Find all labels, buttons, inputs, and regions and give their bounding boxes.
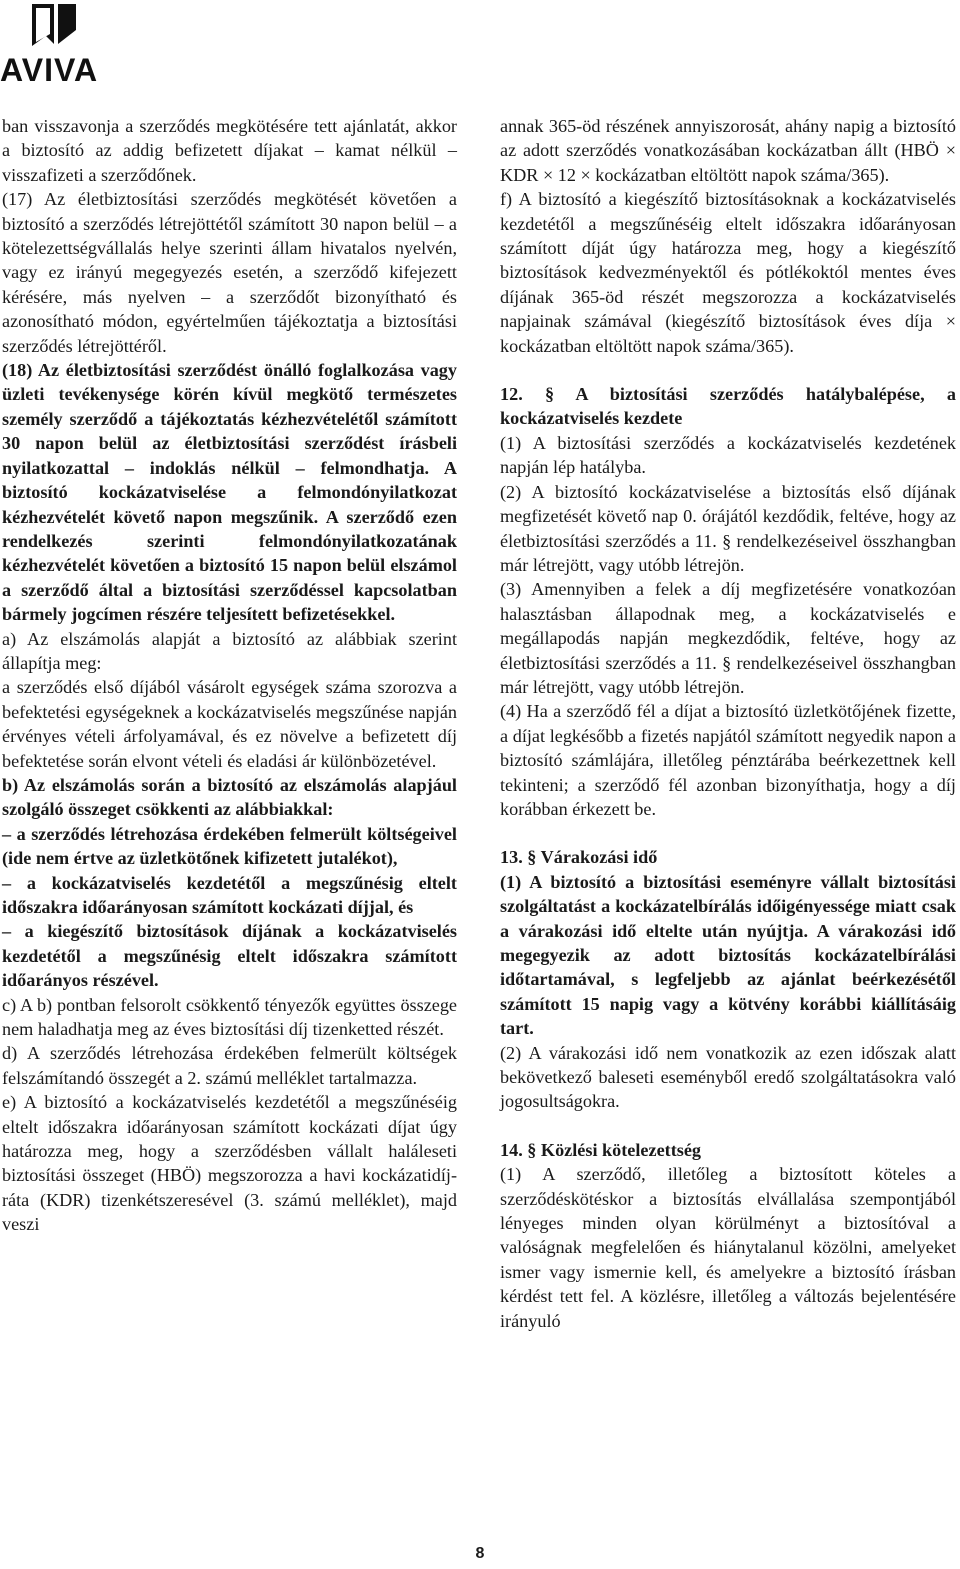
section-heading: 14. § Közlési kötelezettség: [500, 1139, 702, 1160]
section-heading: 13. § Várakozási idő: [500, 847, 658, 868]
paragraph-bold: (18) Az életbiztosítási szerződést önálló foglalkozása vagy üzleti tevékenysége körén kívül megkötő természetes személy szerződő a tájékoztatás kézhezvételétől számított 30 napon belül az életbiztosítási szerződést írásbeli nyilatkozattal – indoklás nélkül – felmondhatja. A biztosító kockázatviselése a felmondónyilatkozat kézhezvételét követő napon megszűnik. A szerződő ezen rendelkezés szerinti felmondónyilatkozatának kézhezvételét követően a biztosító 15 napon belül elszámol a szerződő által a biztosítási szerződéssel kapcsolatban bármely jogcímen részére teljesített befizetésekkel.: [2, 360, 457, 625]
section-heading: 12. § A biztosítási szerződés hatálybalépése, a kockázatviselés kezdete: [500, 384, 956, 429]
paragraph: a szerződés első díjából vásárolt egységek száma szorozva a befektetési egységeknek a kockázatviselés megszűnése napján érvényes vételi árfolyamával, és ez növelve a befizetett díj befektetése során elvont vételi és eladási ár különbözetével.: [2, 677, 457, 771]
paragraph: f) A biztosító a kiegészítő biztosításoknak a kockázatviselés kezdetétől a megszűnéséig eltelt időszakra időarányosan számított díját úgy határozza meg, hogy a kiegészítő biztosítások kedvezményektől és pótlékoktól mentes éves díjának 365-öd részét megszorozza a kockázatviselés napjainak számával (kiegészítő biztosítások éves díja × kockázatban eltöltött napok száma/365).: [500, 189, 956, 356]
paragraph: (1) A szerződő, illetőleg a biztosított köteles a szerződéskötéskor a biztosítás elvállalása szempontjából lényeges minden olyan körülményt a biztosítóval a valóságnak megfelelően és hiánytalanul közölni, amelyeket ismer vagy ismernie kell, és amelyekre a biztosító írásban kérdést tett fel. A közlésre, illetőleg a változás bejelentésére irányuló: [500, 1164, 956, 1331]
paragraph: a) Az elszámolás alapját a biztosító az alábbiak szerint állapítja meg:: [2, 628, 457, 673]
paragraph-bold: (1) A biztosító a biztosítási eseményre vállalt biztosítási szolgáltatást a kockázatelbírálás időigényessége miatt csak a várakozási idő eltelte után nyújtja. A várakozási idő megegyezik az adott biztosítás kockázatelbírálási időtartamával, s legfeljebb az ajánlat beérkezésétől számított 15 napig vagy a kötvény korábbi kiállításáig tart.: [500, 871, 956, 1039]
list-item: – a szerződés létrehozása érdekében felmerült költségeivel (ide nem értve az üzletkötőnek kifizetett jutalékot),: [2, 823, 457, 869]
paragraph: (4) Ha a szerződő fél a díjat a biztosító üzletkötőjének fizette, a díjat legkésőbb a fizetés napjától számított negyedik napon a biztosító számlájára, illetőleg pénztárába beérkezettnek kell tekinteni; a szerződő fél azonban bizonyíthatja, hogy a díj korábban érkezett be.: [500, 701, 956, 819]
left-column: [2, 114, 457, 1237]
paragraph-bold: b) Az elszámolás során a biztosító az elszámolás alapjául szolgáló összeget csökkenti az alábbiakkal:: [2, 774, 457, 820]
paragraph: annak 365-öd részének annyiszorosát, ahány napig a biztosító az adott szerződés vonatkozásában kockázatban állt (HBÖ × KDR × 12 × kockázatban eltöltött napok száma/365).: [500, 116, 956, 185]
right-column: [500, 114, 956, 1333]
logo-wordmark: AVIVA: [0, 52, 99, 88]
paragraph: (2) A várakozási idő nem vonatkozik az ezen időszak alatt bekövetkező baleseti eseményből eredő szolgáltatásokra való jogosultságokra.: [500, 1042, 956, 1112]
page-number: 8: [475, 1545, 485, 1562]
paragraph: (2) A biztosító kockázatviselése a biztosítás első díjának megfizetését követő nap 0. órájától kezdődik, feltéve, hogy az életbiztosítási szerződés a 11. § rendelkezéseivel összhangban már létrejött, vagy utóbb létrejön.: [500, 481, 956, 575]
list-item: – a kockázatviselés kezdetétől a megszűnésig eltelt időszakra időarányosan számított kockázati díjjal, és: [2, 872, 457, 917]
paragraph: ban visszavonja a szerződés megkötésére tett ajánlatát, akkor a biztosító az addig befizetett díjakat – kamat nélkül – visszafizeti a szerződőnek.: [2, 116, 457, 185]
aviva-logo: [0, 0, 112, 86]
paragraph: (17) Az életbiztosítási szerződés megkötését követően a biztosító a szerződés létrejöttétől számított 30 napon belül – a kötelezettségvállalás helye szerinti állam hivatalos nyelvén, vagy ez irányú megegyezés esetén, a szerződő kifejezett kérésére, más nyelven – a szerződőt bizonyítható és azonosítható módon, egyértelműen tájékoztatja a biztosítási szerződés létrejöttéről.: [2, 189, 457, 356]
list-item: – a kiegészítő biztosítások díjának a kockázatviselés kezdetétől a megszűnésig eltelt időszakra számított időarányos részével.: [2, 921, 457, 991]
paragraph: d) A szerződés létrehozása érdekében felmerült költségek felszámítandó összegét a 2. számú melléklet tartalmazza.: [2, 1043, 457, 1088]
paragraph: (1) A biztosítási szerződés a kockázatviselés kezdetének napján lép hatályba.: [500, 432, 956, 478]
aviva-logo-mark-icon: [0, 0, 112, 52]
paragraph: c) A b) pontban felsorolt csökkentő tényezők együttes összege nem haladhatja meg az éves biztosítási díj tizenketted részét.: [2, 994, 457, 1040]
paragraph: (3) Amennyiben a felek a díj megfizetésére vonatkozóan halasztásban állapodnak meg, a kockázatviselés e megállapodás napján megkezdődik, feltéve, hogy az életbiztosítási szerződés a 11. § rendelkezéseivel összhangban már létrejött, vagy utóbb létrejön.: [500, 579, 956, 697]
paragraph: e) A biztosító a kockázatviselés kezdetétől a megszűnéséig eltelt időszakra időarányosan számított kockázati díjat úgy határozza meg, hogy a szerződésben vállalt haláleseti biztosítási összeget (HBÖ) megszorozza a havi kockázatidíj-ráta (KDR) tizenkétszeresével (3. számú melléklet), majd veszi: [2, 1092, 457, 1235]
